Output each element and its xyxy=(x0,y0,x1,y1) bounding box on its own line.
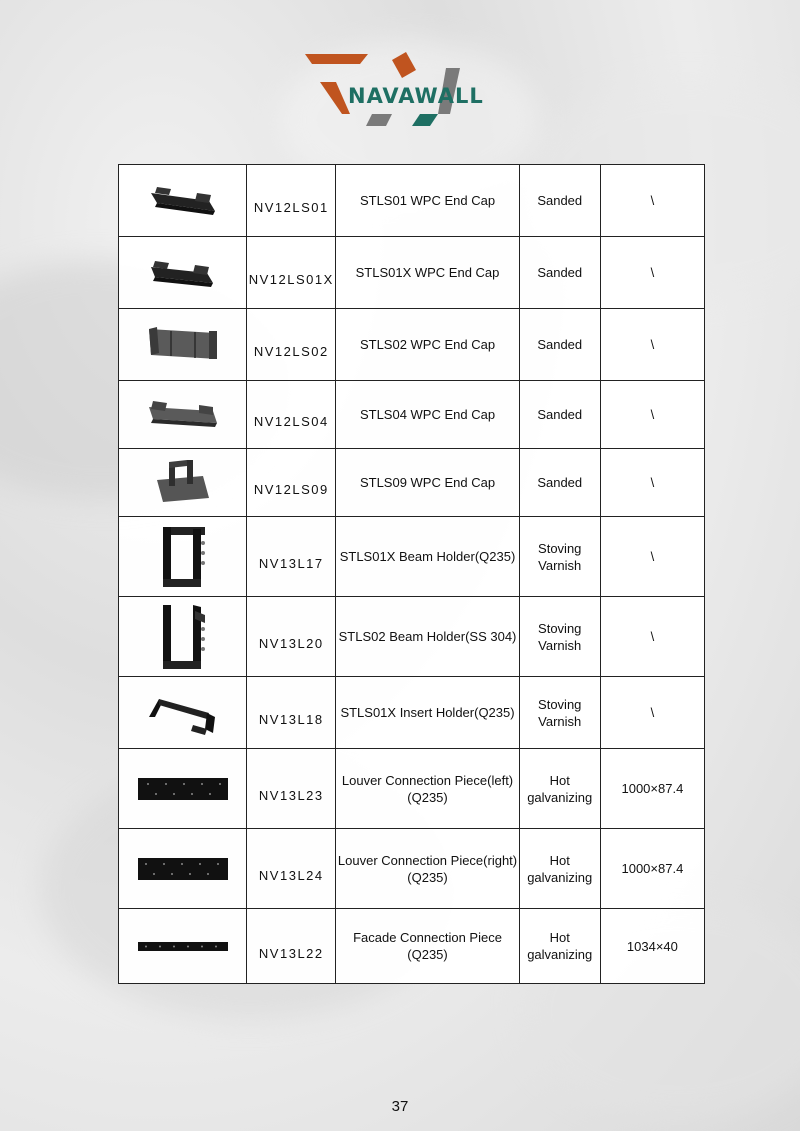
beam-holder-icon xyxy=(155,601,211,673)
product-finish: Hot galvanizing xyxy=(519,829,600,909)
product-finish: Sanded xyxy=(519,165,600,237)
product-code: NV13L22 xyxy=(247,909,336,984)
product-size: \ xyxy=(600,381,704,449)
table-row xyxy=(119,677,705,749)
product-code: NV13L23 xyxy=(247,749,336,829)
end-cap-icon xyxy=(143,323,223,367)
product-name: STLS02 Beam Holder(SS 304) xyxy=(336,597,519,677)
product-size: \ xyxy=(600,597,704,677)
connection-strip-icon xyxy=(136,939,230,953)
product-name: Louver Connection Piece(left) (Q235) xyxy=(336,749,519,829)
brand-name: NAVAWALL xyxy=(348,84,484,108)
product-size: \ xyxy=(600,165,704,237)
product-name: STLS04 WPC End Cap xyxy=(336,381,519,449)
product-code: NV12LS01X xyxy=(247,237,336,309)
product-code: NV13L18 xyxy=(247,677,336,749)
connection-plate-icon xyxy=(136,856,230,882)
product-name: Facade Connection Piece (Q235) xyxy=(336,909,519,984)
table-row xyxy=(119,309,705,381)
insert-holder-icon xyxy=(145,689,221,737)
product-image-cell xyxy=(119,677,247,749)
end-cap-icon xyxy=(143,253,223,293)
brand-logo xyxy=(300,48,500,132)
product-image-cell xyxy=(119,449,247,517)
product-size: 1034×40 xyxy=(600,909,704,984)
table-row xyxy=(119,597,705,677)
product-image-cell xyxy=(119,309,247,381)
product-finish: Sanded xyxy=(519,381,600,449)
product-name: STLS02 WPC End Cap xyxy=(336,309,519,381)
product-code: NV12LS01 xyxy=(247,165,336,237)
table-row xyxy=(119,829,705,909)
table-row xyxy=(119,909,705,984)
product-code: NV12LS02 xyxy=(247,309,336,381)
product-image-cell xyxy=(119,749,247,829)
product-finish: Stoving Varnish xyxy=(519,597,600,677)
product-size: 1000×87.4 xyxy=(600,829,704,909)
product-image-cell xyxy=(119,909,247,984)
product-code: NV13L20 xyxy=(247,597,336,677)
product-finish: Stoving Varnish xyxy=(519,677,600,749)
product-finish: Sanded xyxy=(519,237,600,309)
product-size: \ xyxy=(600,449,704,517)
end-cap-icon xyxy=(153,458,213,508)
product-code: NV13L24 xyxy=(247,829,336,909)
table-row xyxy=(119,165,705,237)
product-size: 1000×87.4 xyxy=(600,749,704,829)
product-name: STLS01X Insert Holder(Q235) xyxy=(336,677,519,749)
end-cap-icon xyxy=(143,395,223,435)
table-row xyxy=(119,449,705,517)
product-table xyxy=(118,164,705,984)
product-finish: Sanded xyxy=(519,449,600,517)
product-image-cell xyxy=(119,381,247,449)
product-image-cell xyxy=(119,165,247,237)
product-size: \ xyxy=(600,677,704,749)
product-image-cell xyxy=(119,517,247,597)
product-name: STLS01X Beam Holder(Q235) xyxy=(336,517,519,597)
product-size: \ xyxy=(600,237,704,309)
page-number: 37 xyxy=(391,1098,409,1115)
table-row xyxy=(119,237,705,309)
product-image-cell xyxy=(119,829,247,909)
product-image-cell xyxy=(119,597,247,677)
product-finish: Stoving Varnish xyxy=(519,517,600,597)
product-finish: Sanded xyxy=(519,309,600,381)
product-code: NV12LS09 xyxy=(247,449,336,517)
beam-holder-icon xyxy=(155,523,211,591)
product-code: NV13L17 xyxy=(247,517,336,597)
product-size: \ xyxy=(600,309,704,381)
table-row xyxy=(119,381,705,449)
product-name: STLS01 WPC End Cap xyxy=(336,165,519,237)
product-name: STLS09 WPC End Cap xyxy=(336,449,519,517)
product-image-cell xyxy=(119,237,247,309)
product-finish: Hot galvanizing xyxy=(519,749,600,829)
table-row xyxy=(119,749,705,829)
connection-plate-icon xyxy=(136,776,230,802)
product-name: Louver Connection Piece(right) (Q235) xyxy=(336,829,519,909)
end-cap-icon xyxy=(143,181,223,221)
product-name: STLS01X WPC End Cap xyxy=(336,237,519,309)
product-size: \ xyxy=(600,517,704,597)
product-code: NV12LS04 xyxy=(247,381,336,449)
table-row xyxy=(119,517,705,597)
product-finish: Hot galvanizing xyxy=(519,909,600,984)
